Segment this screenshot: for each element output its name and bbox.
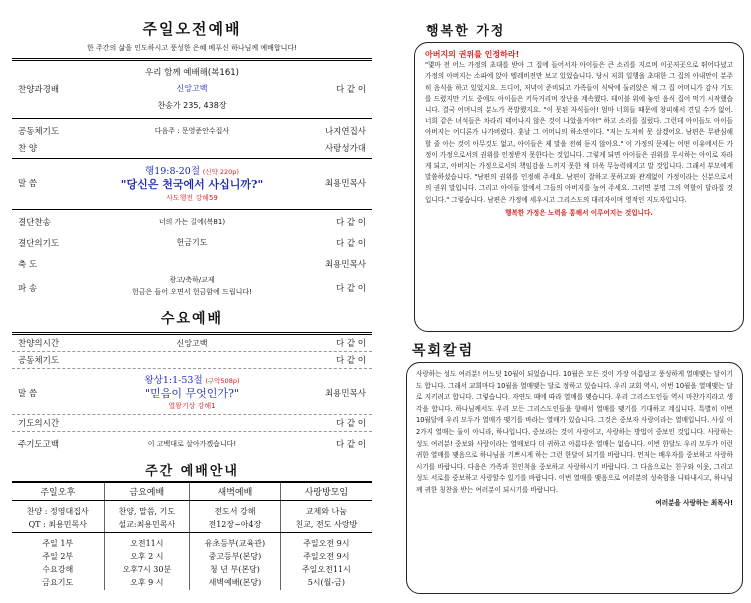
order-item: 이 고백대로 살아가겠습니다! xyxy=(147,439,237,448)
order-label: 주기도고백 xyxy=(18,439,60,450)
order-label: 찬양의시간 xyxy=(18,339,60,349)
order-leader: 나지연집사 xyxy=(324,126,366,137)
cell-line: 친교, 전도 사랑방 xyxy=(295,520,358,529)
order-row xyxy=(12,97,372,114)
sermon-title: "믿음이 무엇인가?" xyxy=(145,387,239,400)
scripture: 행19:8-20절 xyxy=(145,166,201,177)
weekly-schedule-table xyxy=(12,481,372,590)
order-leader: 다 같 이 xyxy=(335,419,366,429)
sermon-reference xyxy=(92,372,292,386)
order-item: 헌금기도 xyxy=(176,238,208,247)
cell-line: 수요강해 xyxy=(42,565,74,574)
cell-line: 찬양 : 정영대집사 xyxy=(26,507,89,516)
sermon-series: 사도행전 강해59 xyxy=(166,194,218,202)
order-label: 찬양과경배 xyxy=(18,84,60,95)
table-cell xyxy=(12,533,104,591)
scripture: 왕상1:1-53절 xyxy=(144,375,203,386)
order-label: 공동체기도 xyxy=(18,126,60,137)
article-footer: 행복한 가정은 노력을 통해서 이루어지는 것입니다. xyxy=(505,208,653,217)
cell-line: 5시(월-금) xyxy=(307,578,345,587)
table-header-row xyxy=(12,482,372,501)
table-cell xyxy=(104,501,190,533)
cell-line: 오후 9 시 xyxy=(130,578,164,587)
order-leader: 다 같 이 xyxy=(335,238,366,249)
cell-line: 전12장~아4장 xyxy=(208,520,262,529)
cell-line: 금요기도 xyxy=(42,578,74,587)
order-leader: 다 같 이 xyxy=(335,217,366,228)
cell-line: 새벽예배(본당) xyxy=(208,578,262,587)
table-row xyxy=(12,533,372,591)
order-leader: 다 같 이 xyxy=(335,84,366,95)
order-item: 신앙고백 xyxy=(176,338,208,348)
cell-line: QT : 최용민목사 xyxy=(28,520,87,529)
column-header: 사랑방모임 xyxy=(280,482,372,501)
order-row xyxy=(12,80,372,97)
order-label: 찬 양 xyxy=(18,143,38,154)
order-leader: 사랑성가대 xyxy=(324,143,366,154)
article-heading: 아버지의 권위를 인정하라! xyxy=(425,50,520,59)
happy-family-box xyxy=(414,42,744,332)
order-row xyxy=(12,352,372,369)
table-cell xyxy=(190,533,281,591)
divider xyxy=(12,118,372,119)
cell-line: 청 년 부(본당) xyxy=(209,565,260,574)
sunday-service-title: 주일오전예배 xyxy=(142,20,242,38)
cell-line: 오후 2 시 xyxy=(130,552,164,561)
order-label: 공동체기도 xyxy=(18,356,60,366)
sermon-series: 열왕기상 강해1 xyxy=(168,402,216,410)
order-row xyxy=(12,335,372,352)
scripture-page: (신약 220p) xyxy=(202,168,239,176)
next-week-prayer: 다음주 : 문영준안수집사 xyxy=(154,126,230,135)
table-cell xyxy=(280,533,372,591)
column-signature: 여러분을 사랑하는 최목사! xyxy=(655,498,733,507)
table-cell xyxy=(190,501,281,533)
cell-line: 오후7시 30분 xyxy=(122,565,172,574)
divider xyxy=(12,58,372,61)
order-row xyxy=(12,213,372,230)
article-body: "몇마 전 어느 가정의 초대를 받아 그 집에 들어서자 아이들은 큰 소리를 지르며 이곳저곳으로 뛰어다녔고 가정의 아버지는 소파에 앉아 텔레비전만 보고 있었습니다. 당시 저희 일행을 초대한 그 집의 아내만이 분주히 음식을 하고 있었지요. 드디어, 저녁이 준비되고 가족들이 식탁에 둘러앉은 채 그 집 어머니가 감사 기도를 드렸지만 기도 중에도 아이들은 키득거리며 장난을 계속했다. 테이블 위에 놓인 음식 집어 먹기 시작했습니다. 결국 어머니의 분노가 폭발했지요. "이 못된 자식들아! 엄마 너희들 때문에 창피해서 견딜 수가 없어. 너희 같은 녀석들은 차라리 태어나지 않은 것이 나았을거야!" 하고 소리를 질렀다. 그런데 아이들도 아이들 아버지는 어디론가 나가버렸다. 훗날 그 어머니의 하소연이다. "저는 도저히 못 살겠어요. 남편은 무관심해 할 줄 아는 것이 아무것도 없고, 아이들은 제 말을 전혀 듣지 않아요." 이 가정의 문제는 어떤 이유에서든 가정이 가정으로서의 권위를 인정받지 못한다는 것입니다. 그렇게 되면 아이들은 권위를 무시하는 아이로 자라게 되고, 아버지는 가정으로서의 책임감을 느끼지 못한 채 더욱 무능력해지고 말 것입니다. 그래서 부모에게 말씀하셨습니다. "남편의 권위를 인정해 주세요. 남편이 잘하고 못하고와 관계없이 가정이라는 신분으로서의 권위 말입니다. 그리고 아이들 앞에서 그들의 아버지를 높여 주세요. 그러면 분명 그의 역할이 달라질 것입니다." 그렇습니다. 남편은 가정에 세우시고 그리스도의 대리자이며 영적인 지도자입니다. xyxy=(425,61,733,204)
order-label: 말 씀 xyxy=(18,179,38,189)
scripture-page: (구약508p) xyxy=(205,377,240,385)
order-row xyxy=(12,435,372,452)
order-leader: 최용민목사 xyxy=(324,179,366,189)
cell-line: 전도서 강해 xyxy=(214,507,256,516)
offering-note: 헌금은 들어 오면서 헌금함에 드립니다! xyxy=(132,288,252,296)
table-cell xyxy=(280,501,372,533)
together-line: 우리 함께 예배해(복161) xyxy=(145,68,239,78)
column-header: 주일오후 xyxy=(12,482,104,501)
wednesday-service-title: 수요예배 xyxy=(160,311,224,327)
order-row xyxy=(12,415,372,432)
order-leader: 다 같 이 xyxy=(335,339,366,349)
order-leader: 다 같 이 xyxy=(335,356,366,366)
order-leader: 최용민목사 xyxy=(324,259,366,270)
cell-line: 주일오전 9시 xyxy=(303,552,350,561)
sermon-reference xyxy=(92,163,292,177)
order-item: 너의 가는 길에(복81) xyxy=(158,217,226,226)
order-row xyxy=(12,122,372,139)
table-cell xyxy=(12,501,104,533)
cell-line: 주일 1부 xyxy=(42,539,74,548)
cell-line: 오전11시 xyxy=(130,539,164,548)
order-leader: 다 같 이 xyxy=(335,439,366,450)
order-label: 축 도 xyxy=(18,259,38,270)
cell-line: 교제와 나눔 xyxy=(305,507,347,516)
cell-line: 주일오전11시 xyxy=(301,565,351,574)
wednesday-sermon-block xyxy=(12,369,372,415)
cell-line: 주일 2부 xyxy=(42,552,74,561)
order-label: 말 씀 xyxy=(18,389,38,399)
column-header: 새벽예배 xyxy=(190,482,281,501)
cell-line: 주일오전 9시 xyxy=(303,539,350,548)
sunday-service-subtitle: 한 주간의 삶을 인도하시고 풍성한 은혜 베푸신 하나님께 예배합니다! xyxy=(87,44,297,52)
order-item: 신앙고백 xyxy=(176,84,208,93)
order-leader: 다 같 이 xyxy=(335,284,366,294)
cell-line: 찬양, 말씀, 기도 xyxy=(118,507,176,516)
order-row xyxy=(12,274,372,300)
sermon-title: "당신은 천국에서 사십니까?" xyxy=(120,178,264,191)
order-label: 결단의기도 xyxy=(18,238,60,249)
order-label: 기도의시간 xyxy=(18,419,60,429)
order-label: 결단찬송 xyxy=(18,217,51,228)
weekly-schedule-title: 주간 예배안내 xyxy=(145,464,239,479)
column-body: 사랑하는 성도 여러분! 어느덧 10월이 되었습니다. 10월은 모든 것이 가장 아름답고 풍성하게 열매맺는 달이기도 합니다. 그래서 교회마다 10월을 열매맺는 달로 정하고 있습니다. 우리 교회 역시, 이번 10월을 열매맺는 달로 지키려고 합니다. 그렇습니다. 자연도 때에 따라 열매를 맺습니다. 우리 그리스도인들 역시 마찬가지라고 생각을 합니다. 하나님께서도 우리 모든 그리스도인들을 향해서 열매를 맺기를 기대하고 계십니다. 특별히 이번 10월달에 우리 모두가 열매가 맺기를 바라는 열매가 있습니다. 그것은 중보자 사랑이라는 열매입니다. 사실 이 2가지 열매는 둘이 아니라, 하나입니다. 중보라는 것이 사랑이고, 사랑하는 방법이 중보인 것입니다. 사랑하는 성도 여러분! 중보와 사랑이라는 열매보다 더 귀하고 아름다운 열매는 없습니다. 이번 한달도 우리 모두가 이런 귀한 열매를 맺음으로 하나님을 기쁘시게 하는 그런 한달이 되기를 바랍니다. 먼저는 배우자를 중보하고 사랑하시기를 바랍니다. 다음은 가족과 친인척을 중보하고 사랑하시기 바랍니다. 그 다음으로는 친구와 이웃, 그리고 성도 서로를 중보하고 사랑할수 있기를 바랍니다. 이번 열매를 맺음으로 여러분의 성숙함을 나타내시고, 하나님께 귀한 칭찬을 받는 여러분이 되시기를 바랍니다. xyxy=(416,370,733,494)
order-row xyxy=(12,234,372,251)
hymn-numbers: 찬송가 235, 438장 xyxy=(157,101,227,110)
cell-line: 설교:최용민목사 xyxy=(118,520,176,529)
table-cell xyxy=(104,533,190,591)
announcements: 광고/축하/교제 xyxy=(169,276,215,284)
order-label: 파 송 xyxy=(18,284,38,294)
column-header: 금요예배 xyxy=(104,482,190,501)
happy-family-title: 행복한 가정 xyxy=(426,24,506,39)
order-leader: 최용민목사 xyxy=(324,389,366,399)
divider xyxy=(12,209,372,210)
worship-order-column xyxy=(12,6,372,590)
order-row xyxy=(12,255,372,272)
cell-line: 유초등부(교육관) xyxy=(204,539,266,548)
table-row xyxy=(12,501,372,533)
sermon-block xyxy=(12,159,372,209)
cell-line: 중고등부(본당) xyxy=(208,552,262,561)
pastoral-column-title: 목회칼럼 xyxy=(412,343,475,359)
pastoral-column-box xyxy=(406,362,743,594)
order-row xyxy=(12,139,372,156)
